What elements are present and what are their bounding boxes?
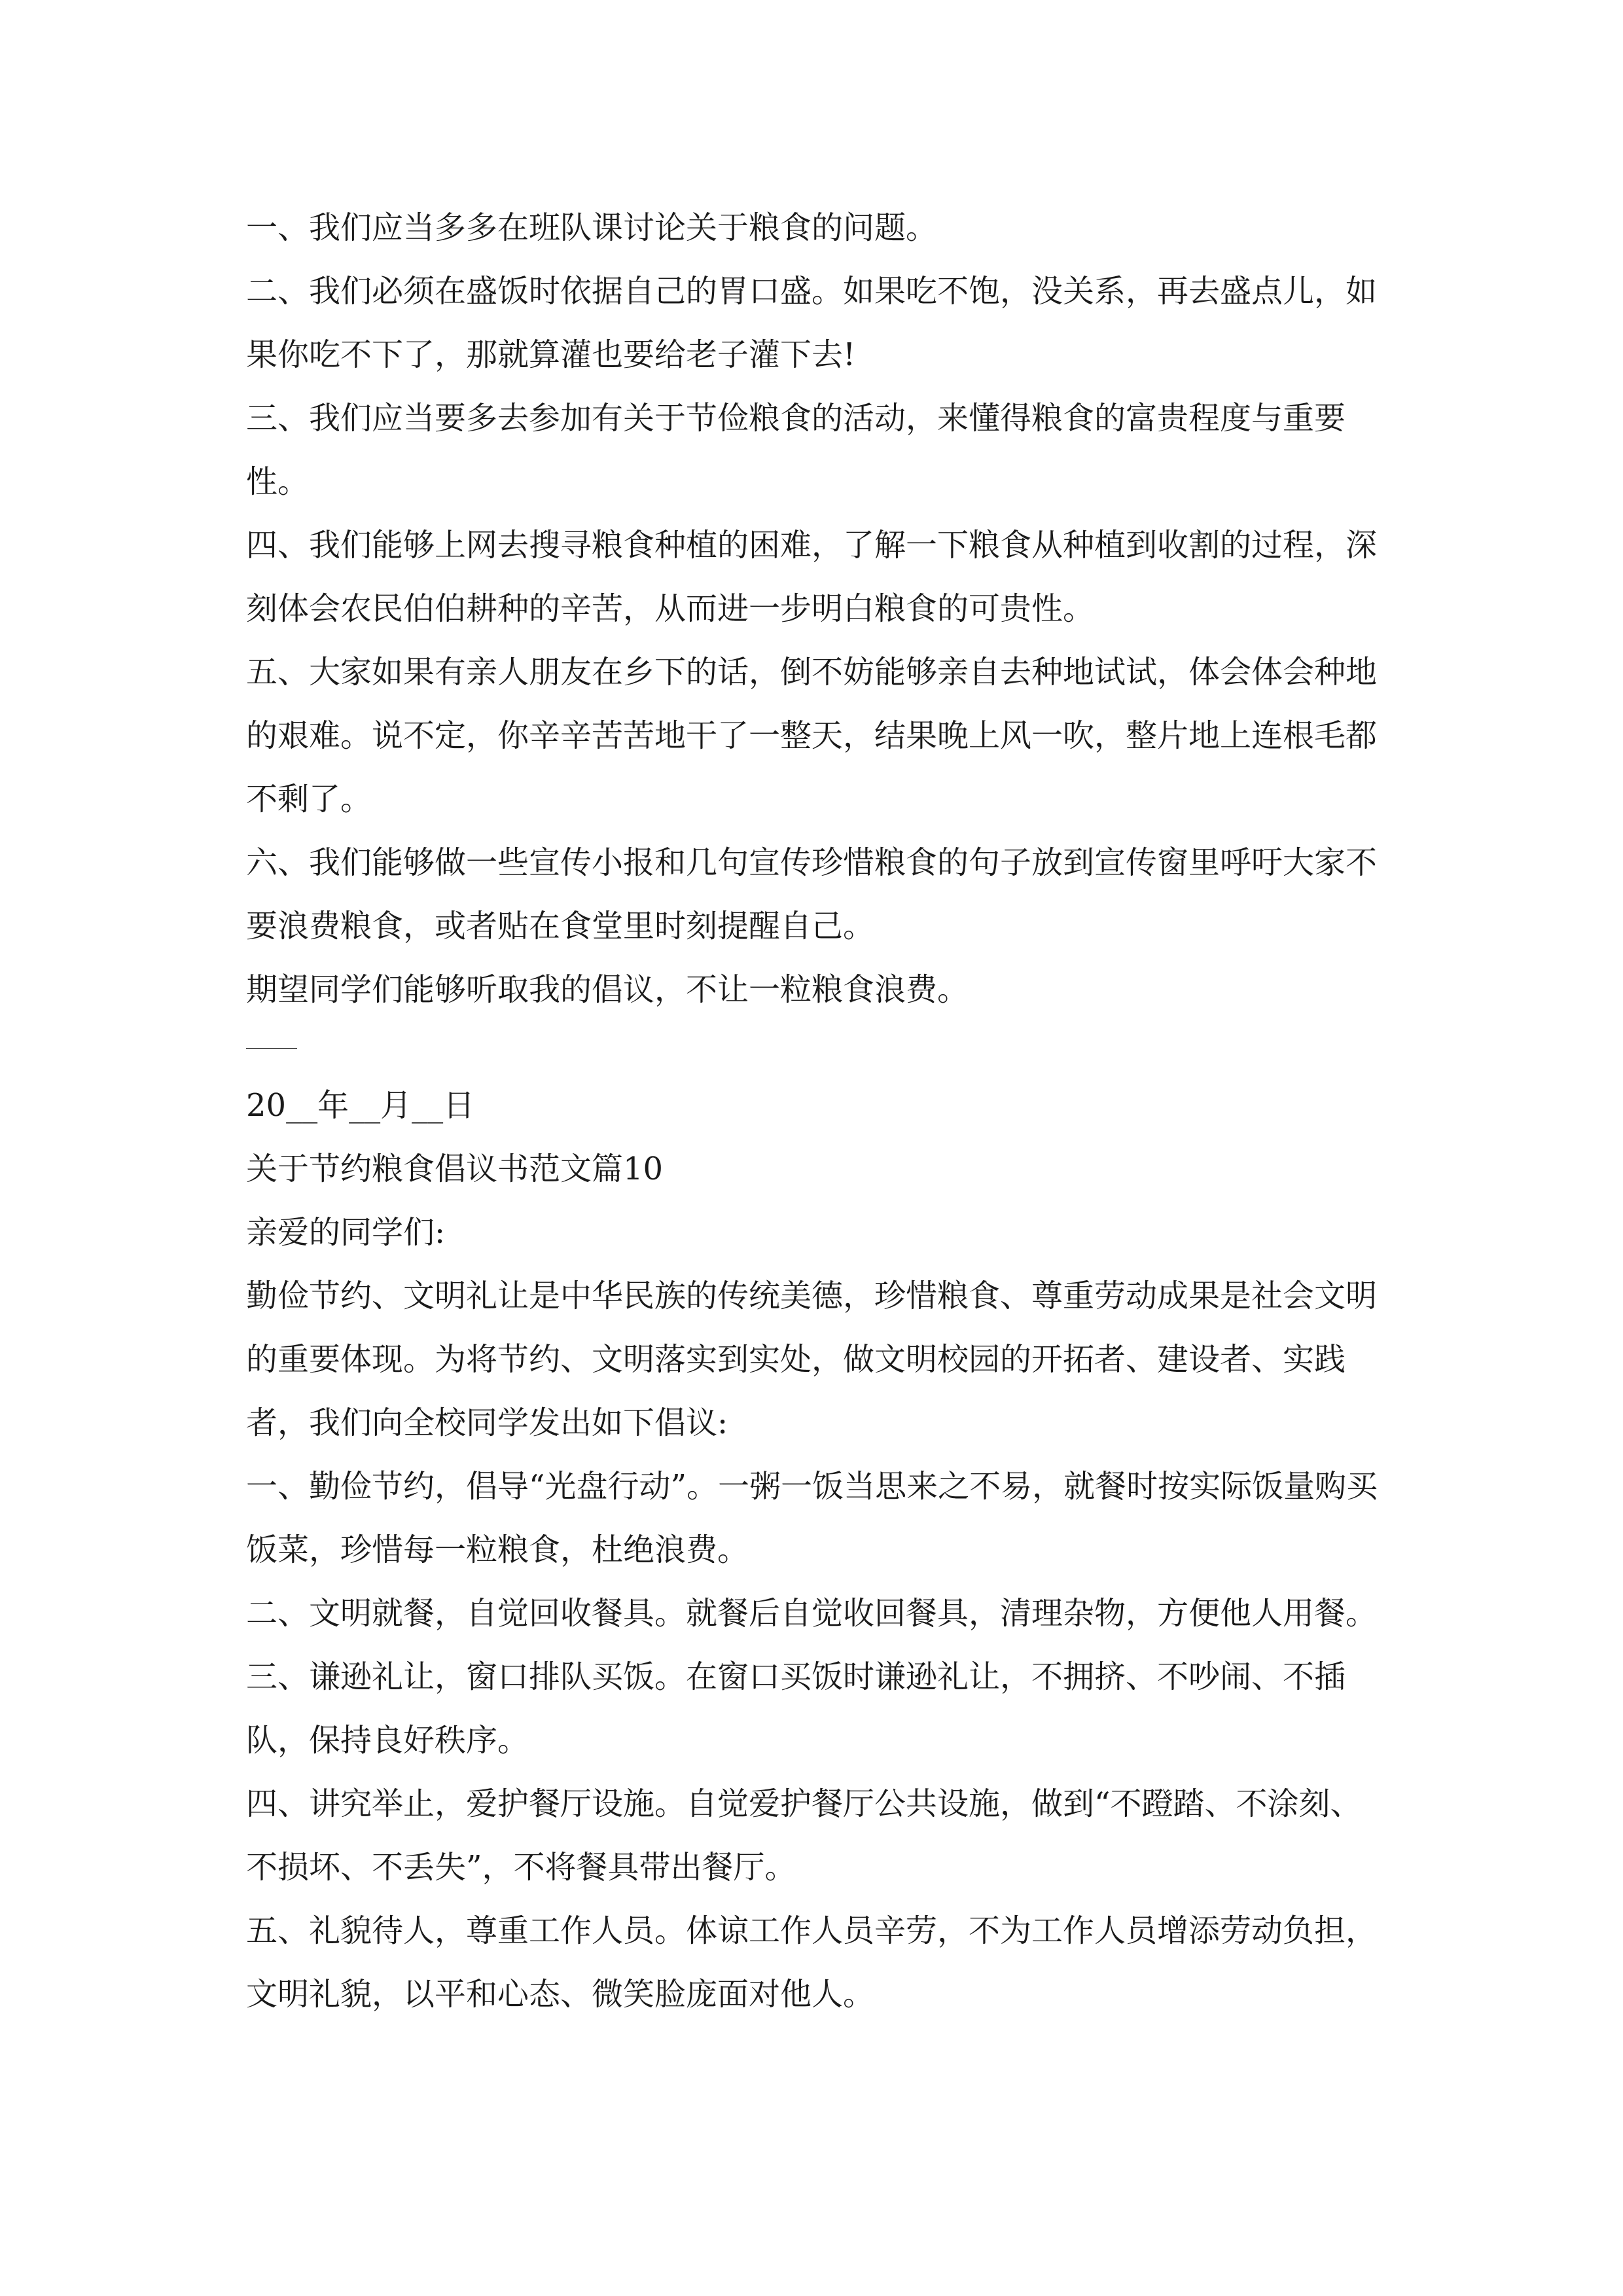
date-line: 20__年__月__日	[246, 1087, 475, 1124]
document-body	[246, 196, 1385, 2026]
closing-line: 期望同学们能够听取我的倡议，不让一粒粮食浪费。	[246, 971, 969, 1008]
initiative-item-4: 四、讲究举止，爱护餐厅设施。自觉爱护餐厅公共设施，做到“不蹬踏、不涂刻、不损坏、不丢失”，不将餐具带出餐厅。	[246, 1785, 1362, 1886]
proposal-item-4: 四、我们能够上网去搜寻粮食种植的困难，了解一下粮食从种植到收割的过程，深刻体会农民伯伯耕种的辛苦，从而进一步明白粮食的可贵性。	[246, 527, 1378, 627]
proposal-item-6: 六、我们能够做一些宣传小报和几句宣传珍惜粮食的句子放到宣传窗里呼吁大家不要浪费粮食，或者贴在食堂里时刻提醒自己。	[246, 844, 1378, 944]
initiative-item-2: 二、文明就餐，自觉回收餐具。就餐后自觉收回餐具，清理杂物，方便他人用餐。	[246, 1595, 1378, 1632]
greeting: 亲爱的同学们:	[246, 1214, 446, 1251]
initiative-item-5: 五、礼貌待人，尊重工作人员。体谅工作人员辛劳，不为工作人员增添劳动负担，文明礼貌，以平和心态、微笑脸庞面对他人。	[246, 1912, 1378, 2013]
proposal-item-2: 二、我们必须在盛饭时依据自己的胃口盛。如果吃不饱，没关系，再去盛点儿，如果你吃不下了，那就算灌也要给老子灌下去!	[246, 273, 1378, 373]
proposal-item-5: 五、大家如果有亲人朋友在乡下的话，倒不妨能够亲自去种地试试，体会体会种地的艰难。说不定，你辛辛苦苦地干了一整天，结果晚上风一吹，整片地上连根毛都不剩了。	[246, 654, 1378, 817]
intro-paragraph: 勤俭节约、文明礼让是中华民族的传统美德，珍惜粮食、尊重劳动成果是社会文明的重要体现。为将节约、文明落实到实处，做文明校园的开拓者、建设者、实践者，我们向全校同学发出如下倡议:	[246, 1278, 1378, 1441]
section-title: 关于节约粮食倡议书范文篇10	[246, 1151, 664, 1187]
initiative-item-1: 一、勤俭节约，倡导“光盘行动”。一粥一饭当思来之不易，就餐时按实际饭量购买饭菜，珍惜每一粒粮食，杜绝浪费。	[246, 1468, 1378, 1568]
proposal-item-1: 一、我们应当多多在班队课讨论关于粮食的问题。	[246, 209, 938, 246]
initiative-item-3: 三、谦逊礼让，窗口排队买饭。在窗口买饭时谦逊礼让，不拥挤、不吵闹、不插队，保持良好秩序。	[246, 1659, 1346, 1759]
signature-rule	[246, 1048, 297, 1049]
proposal-item-3: 三、我们应当要多去参加有关于节俭粮食的活动，来懂得粮食的富贵程度与重要性。	[246, 400, 1346, 500]
